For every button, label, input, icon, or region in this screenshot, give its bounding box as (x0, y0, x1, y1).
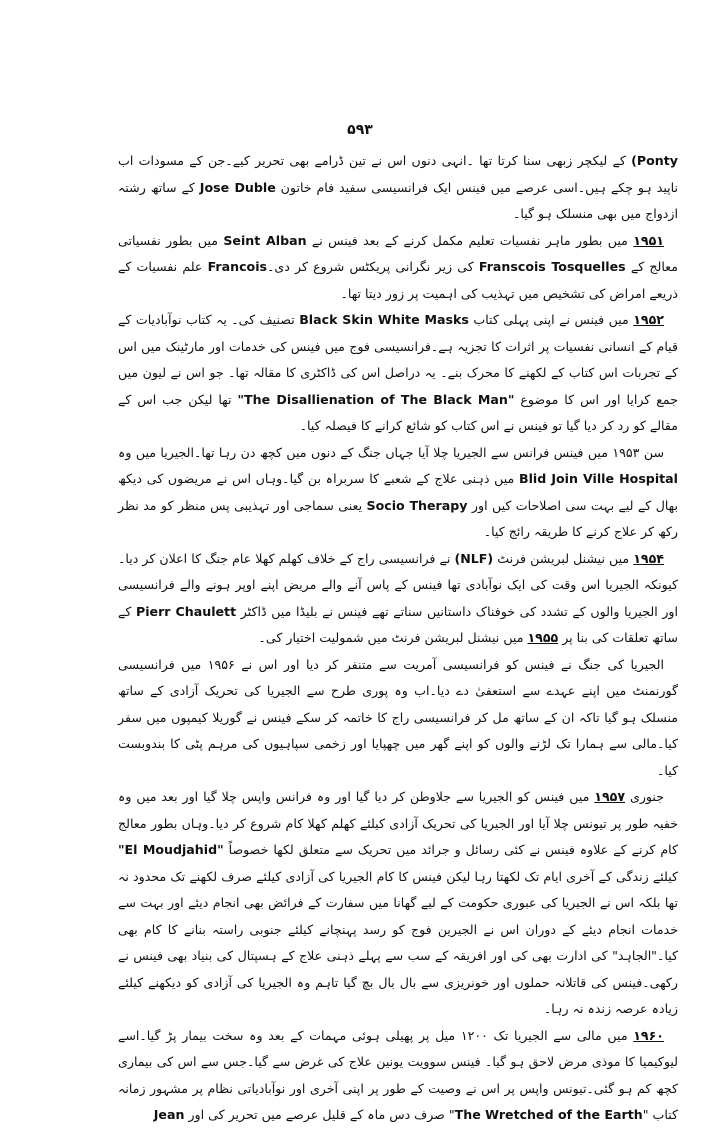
paragraph (118, 784, 678, 1023)
english-term: (NLF) (454, 550, 494, 566)
body-text (118, 148, 678, 1129)
english-term: "El Moudjahid" (118, 842, 224, 857)
english-term: Pierr Chaulett (136, 603, 237, 619)
text-run: میں بطور ماہر نفسیات تعلیم مکمل کرنے کے بعد فینس نے (306, 232, 634, 248)
paragraph (118, 1023, 678, 1129)
paragraph (118, 440, 678, 546)
english-term: Francois (207, 259, 268, 274)
english-term: The Wretched of the Earth (454, 1107, 643, 1122)
underlined-year: ۱۹۶۰ (633, 1027, 664, 1043)
text-run: میں نیشنل لبریشن فرنٹ میں شمولیت اختیار کی۔ (258, 630, 528, 645)
english-term: Blid Join Ville Hospital (519, 471, 678, 486)
paragraph (118, 148, 678, 228)
underlined-year: ۱۹۵۴ (633, 550, 664, 566)
english-term: (Ponty (631, 153, 678, 168)
text-run: الجیریا کی جنگ نے فینس کو فرانسیسی آمریت سے متنفر کر دیا اور اس نے ۱۹۵۶ میں فرانسیسی گورنمنٹ میں اپنے عہدے سے استعفیٰ دے دیا۔اب وہ پوری طرح سے الجیریا کی تحریک آزادی کے ساتھ منسلک ہو گیا تاکہ ان کے ساتھ مل کر فرانسیسی راج کا خاتمہ کر سکے فینس نے گوریلا کیمپوں میں سفر کیا۔مالی سے ہمارا تک لڑنے والوں کو اپنے گھر میں چھپایا اور زخمی سپاہیوں کی مرہم پٹی کا بندوبست کیا۔ (118, 656, 678, 778)
paragraph (118, 546, 678, 652)
english-term: Black Skin White Masks (299, 312, 469, 327)
text-run: کیلئے زندگی کے آخری ایام تک لکھتا رہا لیکن فینس کا کام الجیریا کی آزادی کیلئے صرف لکھنے تک محدود نہ تھا بلکہ اس نے الجیریا کی عبوری حکومت کے لیے گھانا میں سفارت کے فرائض بھی انجام دیئے اور بہت سے خدمات انجام دیئے کے دوران اس نے الجیرین فوج کو رسد پہنچانے کیلئے جنوبی راستہ بنانے کا کام بھی کیا۔"الجاہد" کی ادارت بھی کی اور افریقہ کے سب سے پہلے ذہنی علاج کے ہسپتال کی بنیاد بھی فینس نے رکھی۔فینس کی قاتلانہ حملوں اور خونریزی سے بال بال بچ گیا تاہم وہ الجیریا کی آزادی کو دیکھنے کیلئے زیادہ عرصہ زندہ نہ رہا۔ (118, 868, 678, 1016)
paragraph (118, 307, 678, 440)
english-term: Jose Duble (199, 179, 276, 195)
english-term: Socio Therapy (366, 497, 468, 513)
text-run: سن ۱۹۵۳ میں فینس فرانس سے الجیریا چلا آیا جہاں جنگ کے دنوں میں کچھ دن رہا تھا۔الجیریا میں وہ (118, 444, 664, 460)
text-run: جنوری (625, 789, 664, 804)
english-term: Jean (153, 1107, 185, 1122)
text-run: کے ساتھ تعلقات کی بنا پر (118, 603, 678, 645)
english-term: Seint Alban (223, 232, 307, 248)
text-run: تھا لیکن جب اس کے مقالے کو رد کر دیا گیا تو فینس نے اس کتاب کو شائع کرانے کا فیصلہ کیا۔ (118, 391, 678, 433)
english-term: "The Disallienation of The Black Man" (237, 391, 515, 407)
text-run: میں مالی سے الجیریا تک ۱۲۰۰ میل پر پھیلی ہوئی مہمات کے بعد وہ سخت بیمار پڑ گیا۔اسے لیوکیمیا کا موذی مرض لاحق ہو گیا۔ فینس سوویت یونین علاج کی غرض سے گیا۔جس سے اس کی بیماری کچھ کم ہو گئی۔تیونس واپس پر اس نے وصیت کے طور پر اپنی آخری اور نوآبادیاتی نظام پر مشہور زمانہ کتاب " (118, 1027, 678, 1122)
text-run: میں ذہنی علاج کے شعبے کا سربراہ بن گیا۔وہاں اس نے مریضوں کی دیکھ بھال کے لیے بہت سی اصلاحات کیں اور (118, 471, 678, 513)
text-run: تصنیف کی۔ یہ کتاب نوآبادیات کے قیام کے انسانی نفسیات پر اثرات کا تجزیہ ہے۔فرانسیسی فوج میں فینس کی خدمات اور مارٹینک میں اس کے تجربات اس کتاب کے لکھنے کا محرک بنے۔ یہ دراصل اس کی ڈاکٹری کا مقالہ تھا۔ جو اس نے لیون میں جمع کرایا اور اس کا موضوع (118, 312, 678, 407)
text-run: میں بطور نفسیاتی معالج کے (118, 232, 679, 274)
text-run: میں نیشنل لبریشن فرنٹ (493, 550, 634, 566)
underlined-year: ۱۹۵۲ (633, 312, 664, 327)
page-number: ۵۹۳ (347, 122, 373, 138)
text-run: کے لیکچر زبھی سنا کرتا تھا ۔انہی دنوں اس نے تین ڈرامے بھی تحریر کیے۔جن کے مسودات اب ناپید ہو چکے ہیں۔اسی عرصے میں فینس ایک فرانسیسی سفید فام خاتون (118, 153, 678, 195)
text-run: کے ساتھ رشتہ ازدواج میں بھی منسلک ہو گیا۔ (118, 179, 678, 221)
english-term: Franscois Tosquelles (478, 259, 626, 274)
text-run: " صرف دس ماہ کے قلیل عرصے میں تحریر کی اور (184, 1107, 455, 1122)
underlined-year: ۱۹۵۷ (594, 789, 626, 804)
text-run: علم نفسیات کے ذریعے امراض کی تشخیص میں تہذیب کی اہمیت پر زور دیتا تھا۔ (118, 259, 678, 301)
paragraph (118, 228, 678, 308)
paragraph (118, 652, 678, 785)
underlined-year: ۱۹۵۱ (633, 232, 664, 248)
text-run: کی زیر نگرانی پریکٹس شروع کر دی۔ (267, 259, 479, 274)
text-run: میں فینس کو الجیریا سے جلاوطن کر دیا گیا اور وہ فرانس واپس چلا گیا اور بعد میں وہ خفیہ طور پر تیونس چلا آیا اور الجیریا کی تحریک آزادی کیلئے کھلم کھلا کام شروع کر دیا۔وہاں بطور معالج کام کرنے کے علاوہ فینس نے کئی رسائل و جرائد میں تحریک سے متعلق لکھا خصوصاً (118, 789, 678, 857)
text-run: میں فینس نے اپنی پہلی کتاب (468, 312, 634, 327)
text-run: نے فرانسیسی راج کے خلاف کھلم کھلا عام جنگ کا اعلان کر دیا۔کیونکہ الجیریا اس وقت کی ایک نوآبادی تھا فینس کے پاس آنے والے مریض اپنے اوپر ہونے والے فرانسیسی اور الجیریا والوں کے تشدد کی خوفناک داستانیں سناتے تھے فینس نے بلیڈا میں ڈاکٹر (118, 550, 678, 619)
text-run: یعنی سماجی اور تہذیبی پس منظر کو مد نظر رکھ کر علاج کرنے کا طریقہ رائج کیا۔ (118, 497, 678, 539)
underlined-year: ۱۹۵۵ (527, 630, 559, 645)
